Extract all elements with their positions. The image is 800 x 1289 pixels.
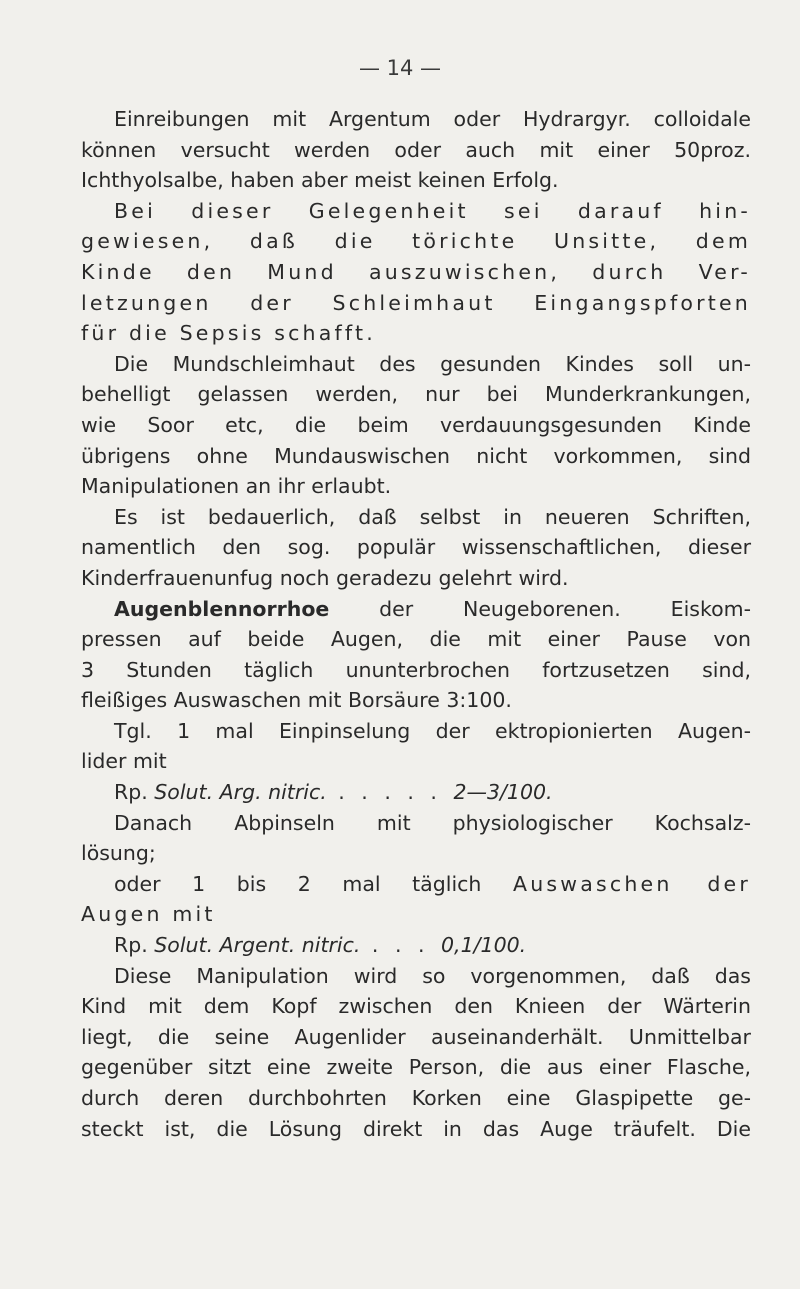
text-line [81, 594, 751, 625]
section-heading: Augenblennorrhoe [114, 596, 330, 621]
text-line: Ichthyolsalbe, haben aber meist keinen Erfolg. [81, 168, 559, 193]
text-line: Diese Manipulation wird so vorgenommen, daß das [114, 963, 751, 988]
text-line: lider mit [81, 749, 167, 774]
text-line: liegt, die seine Augenlider auseinanderhält. Unmittelbar [81, 1024, 751, 1049]
rx-dots: . . . [360, 933, 442, 958]
rx-label: Rp. [114, 780, 155, 805]
prescription-line [81, 930, 751, 961]
rx-drug: Solut. Argent. nitric. [154, 933, 361, 958]
rx-drug: Solut. Arg. nitric. [154, 780, 327, 805]
text-line: Kinde den Mund auszuwischen, durch Ver- [81, 259, 751, 284]
prescription-line [81, 777, 751, 808]
rx-label: Rp. [114, 933, 155, 958]
text-line: Bei dieser Gelegenheit sei darauf hin- [114, 198, 751, 223]
text-line: namentlich den sog. populär wissenschaftlichen, dieser [81, 535, 751, 560]
text-line: fleißiges Auswaschen mit Borsäure 3:100. [81, 688, 512, 713]
text-line: für die Sepsis schafft. [81, 321, 376, 346]
text-line: behelligt gelassen werden, nur bei Munderkrankungen, [81, 382, 751, 407]
text-line: Kinderfrauenunfug noch geradezu gelehrt wird. [81, 565, 569, 590]
text-line [81, 869, 751, 900]
text-line: Augen mit [81, 902, 216, 927]
text-line: können versucht werden oder auch mit einer 50proz. [81, 137, 751, 162]
text-line: Kind mit dem Kopf zwischen den Knieen der Wärterin [81, 994, 751, 1019]
text-line: 3 Stunden täglich ununterbrochen fortzusetzen sind, [81, 657, 751, 682]
text-line: Einreibungen mit Argentum oder Hydrargyr. colloidale [114, 107, 751, 131]
text-line: pressen auf beide Augen, die mit einer Pause von [81, 627, 751, 652]
text-line: wie Soor etc, die beim verdauungsgesunden Kinde [81, 412, 751, 437]
text-line: Die Mundschleimhaut des gesunden Kindes soll un- [114, 351, 751, 376]
text-fragment: oder 1 bis 2 mal täglich [114, 871, 513, 896]
text-line: übrigens ohne Mundauswischen nicht vorkommen, sind [81, 443, 751, 468]
text-line: Es ist bedauerlich, daß selbst in neueren Schriften, [114, 504, 751, 529]
text-line: steckt ist, die Lösung direkt in das Auge träufelt. Die [81, 1116, 751, 1141]
spaced-text: Auswaschen der [512, 871, 751, 896]
text-line: gegenüber sitzt eine zweite Person, die aus einer Flasche, [81, 1055, 751, 1080]
page-number: — 14 — [358, 56, 442, 80]
text-line: durch deren durchbohrten Korken eine Glaspipette ge- [81, 1086, 751, 1110]
text-line: Tgl. 1 mal Einpinselung der ektropionierten Augen- [114, 718, 751, 743]
text-line: gewiesen, daß die törichte Unsitte, dem [81, 229, 751, 254]
text-line: Manipulationen an ihr erlaubt. [81, 474, 392, 499]
text-line: letzungen der Schleimhaut Eingangspforten [81, 290, 751, 315]
rx-dots: . . . . . [326, 780, 454, 805]
rx-dose: 0,1/100. [441, 933, 527, 958]
text-line: Danach Abpinseln mit physiologischer Kochsalz- [114, 810, 751, 835]
text-line: lösung; [81, 841, 156, 866]
rx-dose: 2—3/100. [453, 780, 553, 805]
heading-line-rest: der Neugeborenen. Eiskom- [329, 596, 751, 621]
body-text [81, 104, 751, 1144]
